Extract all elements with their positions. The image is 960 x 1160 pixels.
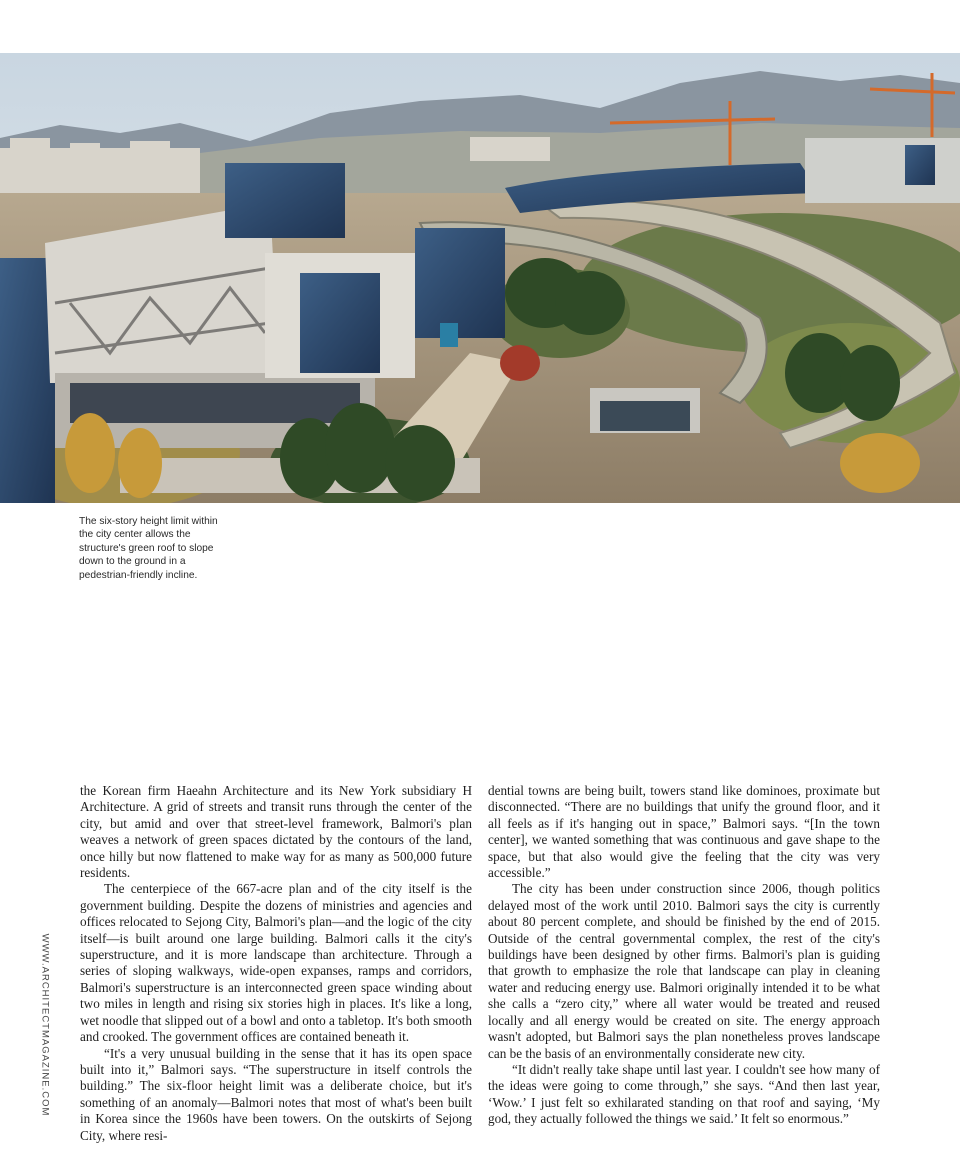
article-column-right	[488, 783, 880, 1128]
paragraph: The centerpiece of the 667-acre plan and of the city itself is the government building. Despite the dozens of ministries and agencies and offices relocated to Sejong City, Balmori's plan—and the logic of the city itself—is built around one large building. Balmori calls it the city's superstructure, and it is more landscape than architecture. Through a series of sloping walkways, wide-open expanses, ramps and corridors, Balmori's superstructure is an interconnected green space winding about two miles in length and rising six stories high in places. It's like a long, wet noodle that slipped out of a bowl and onto a tabletop. It's both smooth and crooked. The government offices are contained beneath it.	[80, 881, 472, 1045]
paragraph: the Korean firm Haeahn Architecture and its New York subsidiary H Architecture. A grid of streets and transit runs through the center of the city, but amid and over that street-level framework, Balmori's plan weaves a network of green spaces dictated by the contours of the land, once hilly but now flattened to make way for as many as 500,000 future residents.	[80, 783, 472, 881]
hero-photo	[0, 53, 960, 503]
photo-caption: The six-story height limit within the city center allows the structure's green roof to slope down to the ground in a pedestrian-friendly incline.	[79, 516, 218, 581]
paragraph: “It's a very unusual building in the sense that it has its open space built into it,” Balmori says. “The superstructure in itself controls the building.” The six-floor height limit was a deliberate choice, but it's something of an anomaly—Balmori notes that most of what's been built in Korea since the 1960s have been towers. On the outskirts of Sejong City, where resi-	[80, 1045, 472, 1143]
article-column-left	[80, 783, 472, 1144]
paragraph: The city has been under construction since 2006, though politics delayed most of the work until 2010. Balmori says the city is currently about 80 percent complete, and should be finished by the end of 2015. Outside of the central governmental complex, the rest of the city's buildings have been designed by other firms. Balmori's plan is guiding that growth to emphasize the role that landscape can play in cleaning water and reducing energy use. Balmori originally intended it to be what she calls a “zero city,” where all water would be treated and reused locally and all energy would be created on site. The energy approach wasn't adopted, but Balmori says the plan nonetheless proves landscape can be the basis of an environmentally considerate new city.	[488, 881, 880, 1061]
aerial-city-illustration	[0, 53, 960, 503]
paragraph: dential towns are being built, towers stand like dominoes, proximate but disconnected. “There are no buildings that unify the ground floor, and it all feels as if it's hanging out in space,” Balmori says. “[In the town center], we wanted something that was continuous and gave shape to the space, but that also would give the feeling that the city was very accessible.”	[488, 783, 880, 881]
magazine-url[interactable]: WWW.ARCHITECTMAGAZINE.COM	[39, 933, 51, 1117]
paragraph: “It didn't really take shape until last year. I couldn't see how many of the ideas were going to come through,” she says. “And then last year, ‘Wow.’ I just felt so exhilarated standing on that roof and saying, ‘My god, they actually followed the things we said.’ It felt so enormous.”	[488, 1061, 880, 1127]
